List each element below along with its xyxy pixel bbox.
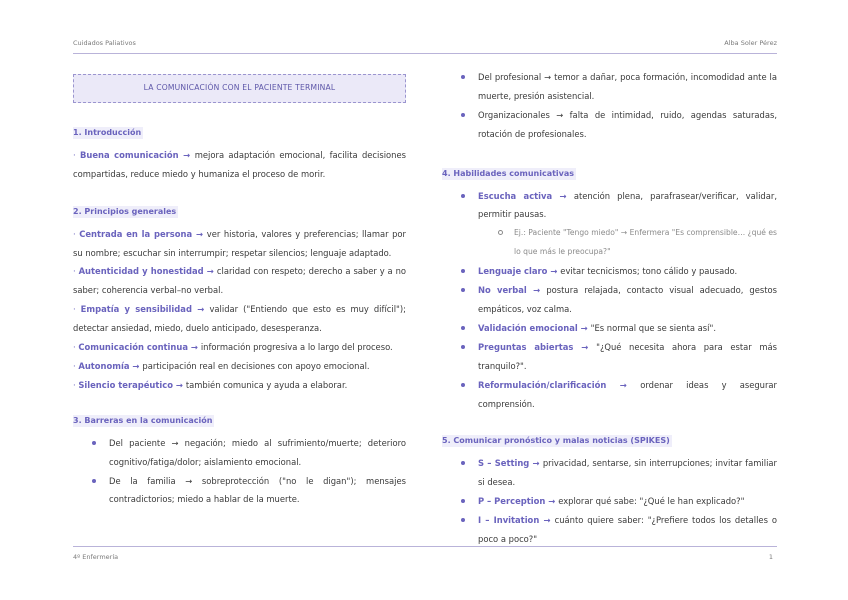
document-title: LA COMUNICACIÓN CON EL PACIENTE TERMINAL	[73, 74, 406, 103]
list-item: Del paciente → negación; miedo al sufrimiento/muerte; deterioro cognitivo/fatiga/dolor; aislamiento emocional.	[109, 434, 406, 472]
keyword: Preguntas abiertas	[478, 341, 574, 352]
example-item: Ej.: Paciente "Tengo miedo" → Enfermera "Es comprensible… ¿qué es lo que más le preocupa?"	[514, 224, 777, 262]
list-item	[478, 262, 777, 281]
item-text: "Es normal que se sienta así".	[590, 322, 716, 333]
item-text: explorar qué sabe: "¿Qué le han explicado?"	[558, 496, 745, 507]
arrow: →	[547, 266, 561, 277]
section-habilidades	[442, 164, 777, 414]
keyword: No verbal	[478, 285, 527, 296]
page-footer	[73, 546, 777, 561]
bullet-list	[442, 454, 777, 549]
keyword: Buena comunicación	[79, 149, 179, 160]
keyword: Centrada en la persona	[79, 228, 193, 239]
page-header	[73, 37, 777, 54]
paragraph: · Empatía y sensibilidad → validar ("Entiendo que esto es muy difícil"); detectar ansiedad, miedo, duelo anticipado, desesperanza.	[73, 304, 406, 334]
arrow: →	[573, 341, 597, 352]
section-principios	[73, 202, 406, 395]
keyword: Reformulación/clarificación	[478, 379, 607, 390]
left-column	[73, 66, 406, 509]
paragraph: · Centrada en la persona → ver historia, valores y preferencias; llamar por su nombre; escuchar sin interrumpir; respetar silencios; lenguaje adaptado.	[73, 228, 406, 258]
arrow: →	[178, 149, 195, 160]
item-text: cuánto quiere saber: "¿Prefiere todos los detalles o poco a poco?"	[478, 515, 777, 544]
arrow: →	[526, 285, 547, 296]
keyword: Escucha activa	[478, 190, 553, 201]
section-title: 2. Principios generales	[73, 206, 177, 216]
list-item	[478, 338, 777, 376]
page-number: 1	[768, 553, 773, 561]
arrow: →	[187, 342, 201, 353]
arrow: →	[539, 515, 555, 526]
section-spikes	[442, 431, 777, 548]
paragraph-text: información progresiva a lo largo del proceso.	[200, 342, 393, 353]
section-introduccion	[73, 123, 406, 184]
item-text: atención plena, parafrasear/verificar, validar, permitir pausas.	[478, 190, 777, 220]
paragraph-text: validar ("Entiendo que esto es muy difícil"); detectar ansiedad, miedo, duelo anticipado, desesperanza.	[73, 304, 406, 334]
arrow: →	[203, 266, 217, 277]
section-title: 5. Comunicar pronóstico y malas noticias (SPIKES)	[442, 436, 670, 446]
list-item: De la familia → sobreprotección ("no le digan"); mensajes contradictorios; miedo a hablar de la muerte.	[109, 472, 406, 510]
list-item	[478, 281, 777, 319]
paragraph-text: ver historia, valores y preferencias; llamar por su nombre; escuchar sin interrumpir; respetar silencios; lenguaje adaptado.	[73, 228, 406, 258]
bullet-list	[442, 68, 777, 144]
paragraph: · Silencio terapéutico → también comunica y ayuda a elaborar.	[73, 379, 348, 390]
arrow: →	[529, 458, 543, 469]
list-item	[478, 187, 777, 263]
sub-list	[478, 224, 777, 262]
arrow: →	[545, 496, 559, 507]
paragraph: · Buena comunicación → mejora adaptación emocional, facilita decisiones compartidas, reduce miedo y humaniza el proceso de morir.	[73, 149, 406, 179]
section-title: 4. Habilidades comunicativas	[442, 168, 575, 178]
arrow: →	[577, 322, 591, 333]
item-text: ordenar ideas y asegurar comprensión.	[478, 379, 777, 409]
item-text: privacidad, sentarse, sin interrupciones; invitar familiar si desea.	[478, 458, 777, 488]
arrow: →	[192, 228, 207, 239]
keyword: Comunicación continua	[78, 342, 188, 353]
keyword: I – Invitation	[478, 515, 540, 526]
arrow: →	[172, 379, 186, 390]
list-item	[478, 376, 777, 414]
paragraph: · Autonomía → participación real en decisiones con apoyo emocional.	[73, 360, 370, 371]
list-item	[478, 492, 777, 511]
header-author: Alba Soler Pérez	[724, 39, 777, 47]
header-course: Cuidados Paliativos	[73, 39, 136, 47]
item-text: postura relajada, contacto visual adecuado, gestos empáticos, voz calma.	[478, 285, 777, 314]
arrow: →	[191, 304, 210, 315]
item-text: "¿Qué necesita ahora para estar más tranquilo?".	[478, 341, 777, 371]
paragraph-text: claridad con respeto; derecho a saber y a no saber; coherencia verbal–no verbal.	[73, 266, 407, 296]
keyword: P – Perception	[478, 496, 546, 507]
section-barreras	[73, 411, 406, 510]
paragraph: · Comunicación continua → información progresiva a lo largo del proceso.	[73, 342, 393, 353]
section-title: 1. Introducción	[73, 128, 142, 137]
list-item	[478, 319, 777, 338]
keyword: Autenticidad y honestidad	[78, 266, 204, 277]
right-column	[442, 66, 777, 549]
list-item	[478, 511, 777, 549]
section-title: 3. Barreras en la comunicación	[73, 415, 213, 425]
keyword: S – Setting	[478, 458, 530, 469]
bullet-list	[442, 187, 777, 414]
footer-course-year: 4º Enfermería	[73, 553, 119, 561]
arrow: →	[129, 360, 143, 371]
paragraph-text: participación real en decisiones con apoyo emocional.	[142, 360, 370, 371]
keyword: Validación emocional	[478, 322, 578, 333]
list-item: Del profesional → temor a dañar, poca formación, incomodidad ante la muerte, presión asistencial.	[478, 68, 777, 106]
keyword: Lenguaje claro	[478, 266, 548, 277]
bullet-list	[73, 434, 406, 510]
keyword: Autonomía	[78, 360, 130, 371]
list-item: Organizacionales → falta de intimidad, ruido, agendas saturadas, rotación de profesionales.	[478, 106, 777, 144]
item-text: evitar tecnicismos; tono cálido y pausado.	[560, 266, 738, 277]
paragraph-text: también comunica y ayuda a elaborar.	[185, 379, 348, 390]
list-item	[478, 454, 777, 492]
keyword: Silencio terapéutico	[78, 379, 173, 390]
keyword: Empatía y sensibilidad	[80, 304, 192, 315]
paragraph-text: mejora adaptación emocional, facilita decisiones compartidas, reduce miedo y humaniza el proceso de morir.	[73, 149, 406, 179]
paragraph: · Autenticidad y honestidad → claridad con respeto; derecho a saber y a no saber; coherencia verbal–no verbal.	[73, 266, 407, 296]
arrow: →	[552, 190, 574, 201]
arrow: →	[606, 379, 641, 390]
